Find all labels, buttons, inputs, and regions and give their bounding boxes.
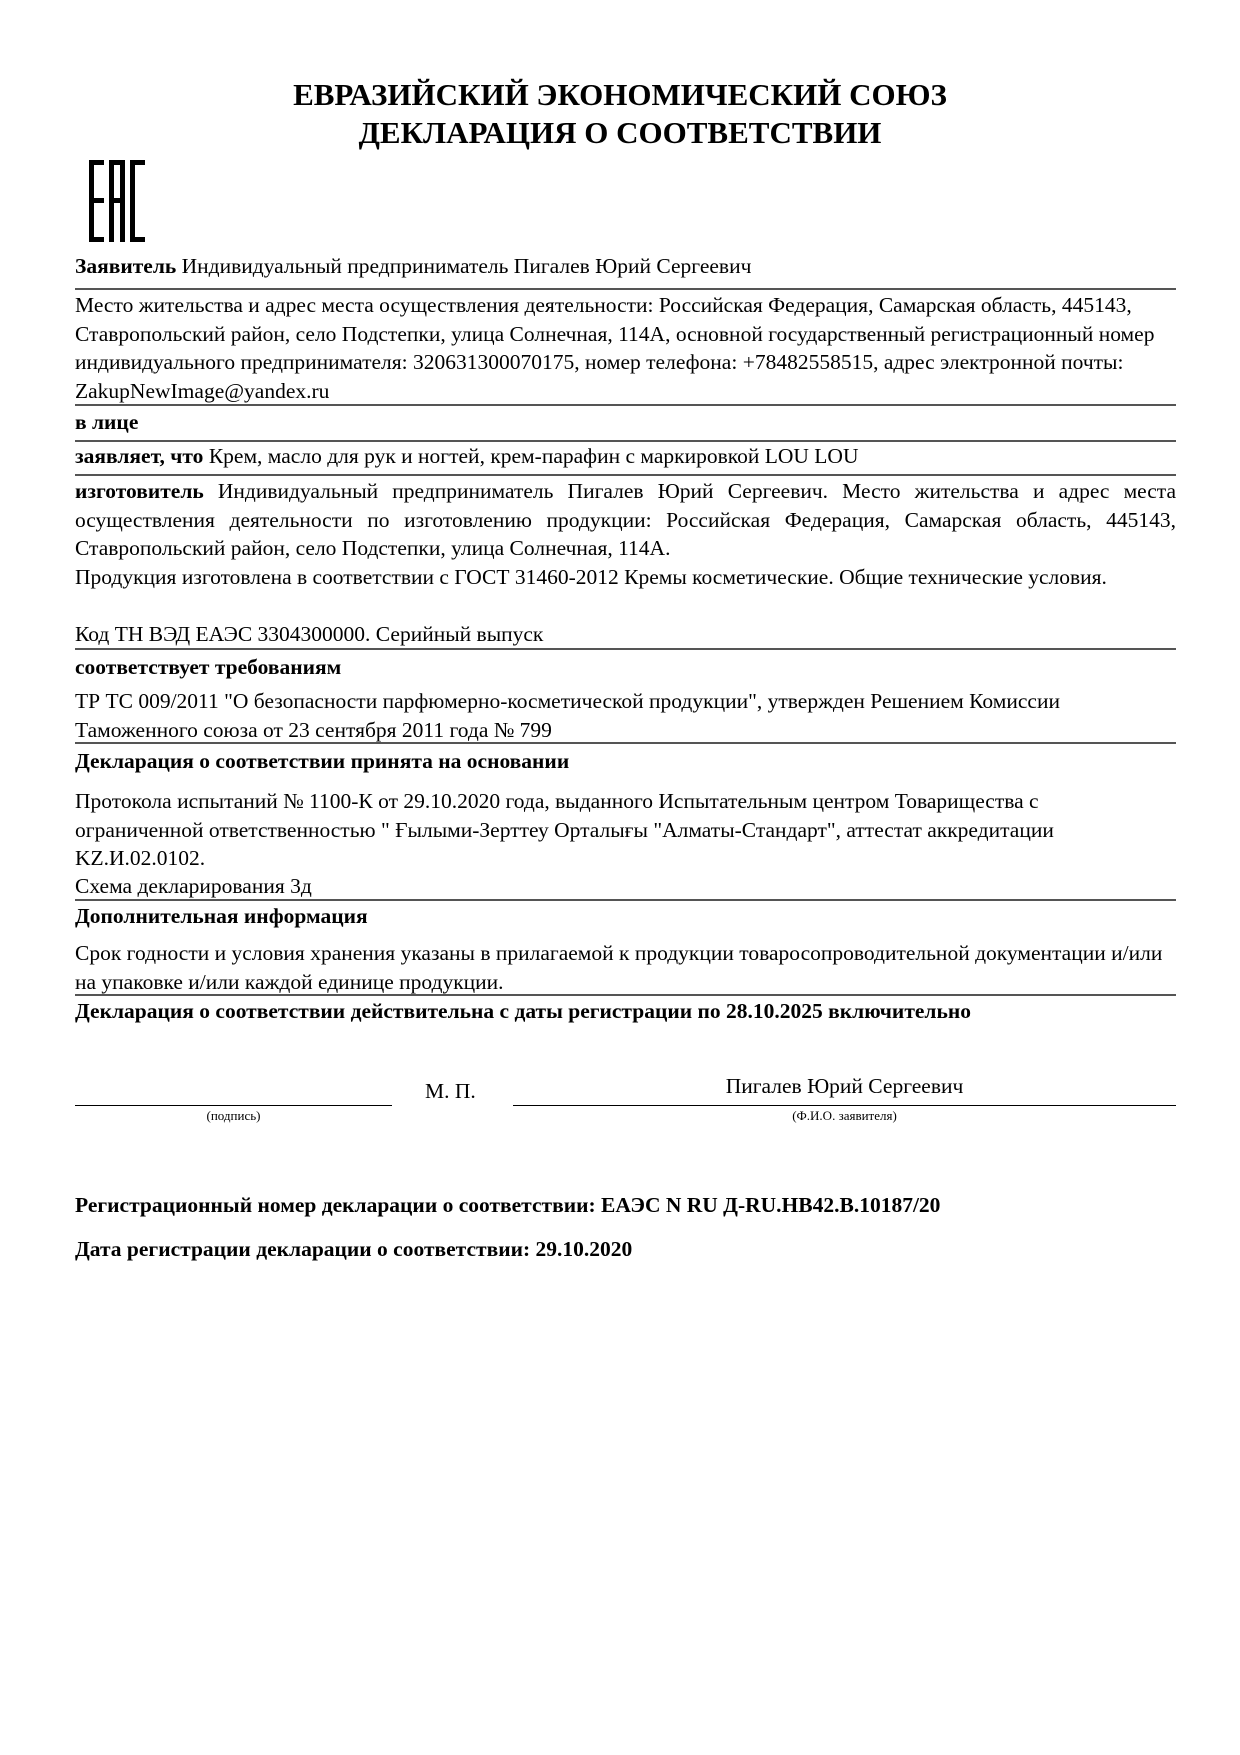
name-line [513, 1105, 1176, 1106]
representative-label: в лице [75, 410, 139, 434]
requirements-value: ТР ТС 009/2011 "О безопасности парфюмерно-косметической продукции", утвержден Решением Комиссии Таможенного союза от 23 сентября 2011 года № 799 [75, 689, 1060, 742]
applicant-value: Индивидуальный предприниматель Пигалев Юрий Сергеевич [176, 254, 752, 278]
applicant-name: Пигалев Юрий Сергеевич [725, 1074, 964, 1098]
stamp-label: М. П. [425, 1079, 476, 1103]
divider [75, 899, 1176, 901]
basis-label: Декларация о соответствии принята на основании [75, 749, 570, 773]
declares-label: заявляет, что [75, 444, 204, 468]
product-description: Крем, масло для рук и ногтей, крем-парафин с маркировкой LOU LOU [203, 444, 859, 468]
validity-statement: Декларация о соответствии действительна с даты регистрации по 28.10.2025 включительно [75, 999, 971, 1023]
basis-scheme: Схема декларирования 3д [75, 874, 312, 898]
manufacturer-standard: Продукция изготовлена в соответствии с ГОСТ 31460-2012 Кремы косметические. Общие технические условия. [75, 565, 1107, 589]
divider [75, 648, 1176, 650]
registration-date: Дата регистрации декларации о соответствии: 29.10.2020 [75, 1237, 633, 1261]
applicant-row [75, 252, 1176, 281]
divider [75, 404, 1176, 406]
additional-label: Дополнительная информация [75, 904, 368, 928]
eac-logo-icon [89, 160, 145, 242]
applicant-address: Место жительства и адрес места осуществления деятельности: Российская Федерация, Самарская область, 445143, Ставропольский район, село Подстепки, улица Солнечная, 114А, основной государственный регистрационный номер индивидуального предпринимателя: 320631300070175, номер телефона: +78482558515, адрес электронной почты: ZakupNewImage@yandex.ru [75, 293, 1155, 404]
divider [75, 994, 1176, 996]
manufacturer-label: изготовитель [75, 479, 204, 503]
requirements-label: соответствует требованиям [75, 655, 342, 679]
registration-number: Регистрационный номер декларации о соответствии: ЕАЭС N RU Д-RU.НВ42.В.10187/20 [75, 1193, 941, 1217]
manufacturer-value: Индивидуальный предприниматель Пигалев Юрий Сергеевич. Место жительства и адрес места осуществления деятельности по изготовлению продукции: Российская Федерация, Самарская область, 445143, Ставропольский район, село Подстепки, улица Солнечная, 114А. [75, 479, 1176, 561]
signature-line [75, 1105, 392, 1106]
divider [75, 474, 1176, 476]
declares-row [75, 442, 1176, 471]
basis-value: Протокола испытаний № 1100-К от 29.10.2020 года, выданного Испытательным центром Товарищества с ограниченной ответственностью " Ғылыми-Зерттеу Орталығы "Алматы-Стандарт", аттестат аккредитации KZ.И.02.0102. [75, 789, 1054, 871]
document-title-declaration: ДЕКЛАРАЦИЯ О СООТВЕТСТВИИ [358, 115, 882, 150]
document-title-union: ЕВРАЗИЙСКИЙ ЭКОНОМИЧЕСКИЙ СОЮЗ [293, 77, 947, 112]
additional-value: Срок годности и условия хранения указаны в прилагаемой к продукции товаросопроводительной документации и/или на упаковке и/или каждой единице продукции. [75, 941, 1163, 994]
signature-caption: (подпись) [206, 1108, 261, 1123]
name-caption: (Ф.И.О. заявителя) [792, 1108, 897, 1123]
divider [75, 288, 1176, 290]
divider [75, 742, 1176, 744]
applicant-label: Заявитель [75, 254, 177, 278]
manufacturer-code: Код ТН ВЭД ЕАЭС 3304300000. Серийный выпуск [75, 622, 544, 646]
manufacturer-row [75, 477, 1176, 563]
